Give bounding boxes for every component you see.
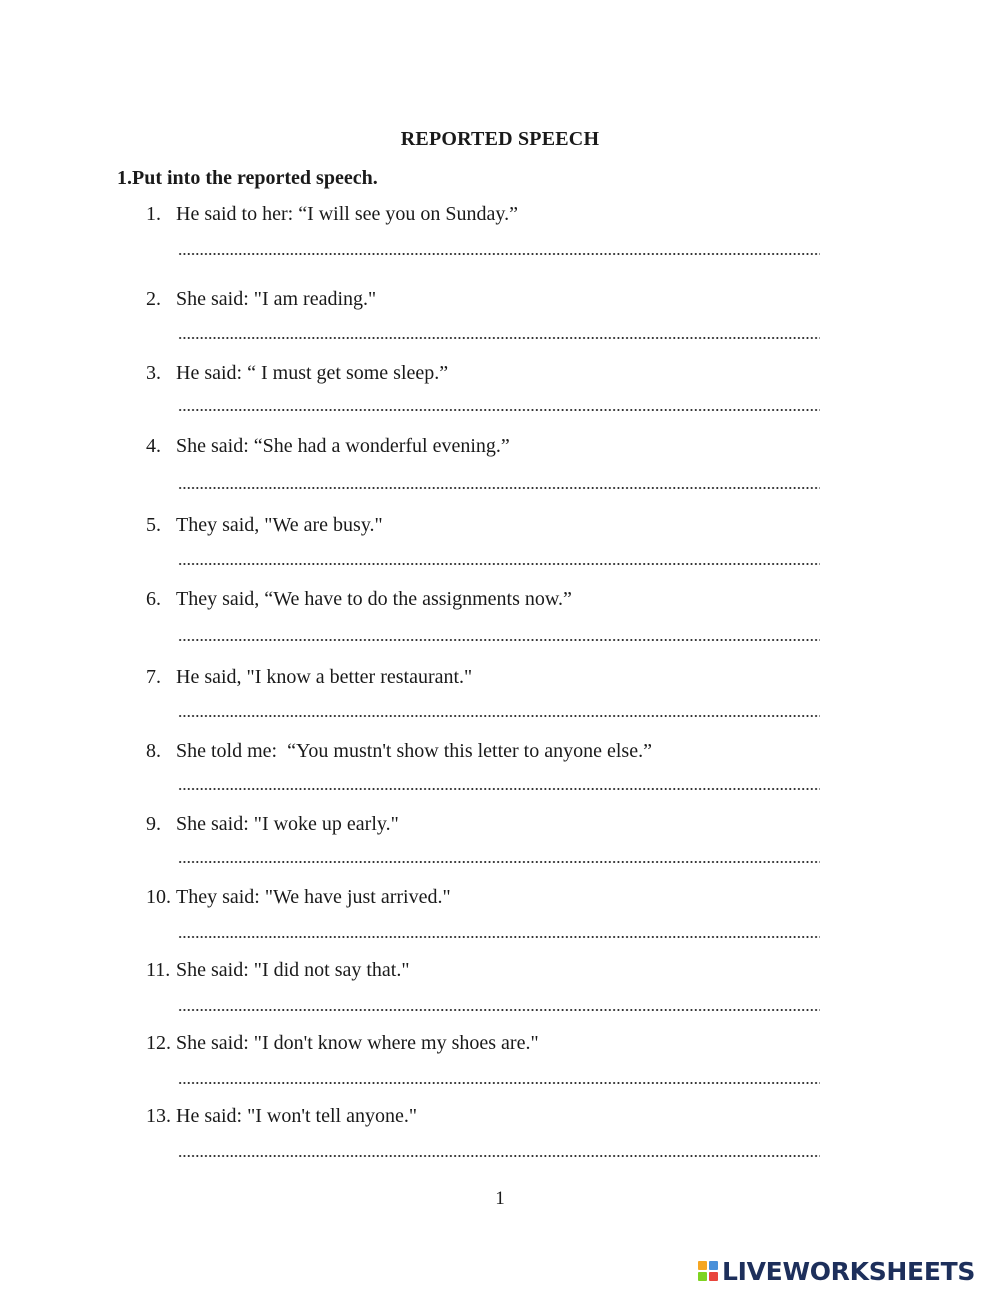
exercise-item <box>0 740 1000 810</box>
logo-blocks-icon <box>698 1261 718 1281</box>
exercise-item <box>0 435 1000 505</box>
item-sentence: He said: "I won't tell anyone." <box>176 1105 417 1127</box>
exercise-item <box>0 1032 1000 1102</box>
item-number: 7. <box>146 666 161 688</box>
answer-line[interactable] <box>178 1006 820 1014</box>
item-sentence: She said: "I am reading." <box>176 288 377 310</box>
exercise-item <box>0 666 1000 736</box>
item-number: 11. <box>146 959 171 981</box>
answer-line[interactable] <box>178 250 820 258</box>
answer-line[interactable] <box>178 1152 820 1160</box>
item-number: 2. <box>146 288 161 310</box>
exercise-item <box>0 288 1000 358</box>
logo-block <box>709 1272 718 1281</box>
item-sentence: They said, "We are busy." <box>176 514 383 536</box>
item-sentence: They said: "We have just arrived." <box>176 886 451 908</box>
item-number: 9. <box>146 813 161 835</box>
answer-line[interactable] <box>178 933 820 941</box>
answer-line[interactable] <box>178 712 820 720</box>
answer-line[interactable] <box>178 560 820 568</box>
exercise-item <box>0 362 1000 432</box>
answer-line[interactable] <box>178 636 820 644</box>
item-sentence: She said: “She had a wonderful evening.” <box>176 435 510 457</box>
answer-line[interactable] <box>178 1079 820 1087</box>
exercise-item <box>0 886 1000 956</box>
item-number: 13. <box>146 1105 171 1127</box>
exercise-item <box>0 588 1000 658</box>
brand-name: LIVEWORKSHEETS <box>722 1256 976 1286</box>
answer-line[interactable] <box>178 334 820 342</box>
page-title: REPORTED SPEECH <box>400 128 600 150</box>
logo-block <box>698 1261 707 1270</box>
item-sentence: She said: "I did not say that." <box>176 959 410 981</box>
item-number: 6. <box>146 588 161 610</box>
item-sentence: They said, “We have to do the assignments now.” <box>176 588 572 610</box>
item-sentence: She told me: “You mustn't show this letter to anyone else.” <box>176 740 652 762</box>
logo-block <box>709 1261 718 1270</box>
exercise-item <box>0 203 1000 273</box>
item-number: 10. <box>146 886 171 908</box>
item-number: 8. <box>146 740 161 762</box>
exercise-item <box>0 1105 1000 1175</box>
section-heading: 1.Put into the reported speech. <box>117 167 378 189</box>
item-number: 12. <box>146 1032 171 1054</box>
page-number: 1 <box>495 1188 505 1209</box>
item-sentence: He said, "I know a better restaurant." <box>176 666 473 688</box>
item-number: 5. <box>146 514 161 536</box>
exercise-item <box>0 813 1000 883</box>
exercise-item <box>0 959 1000 1029</box>
exercise-item <box>0 514 1000 584</box>
item-number: 1. <box>146 203 161 225</box>
item-number: 4. <box>146 435 161 457</box>
item-sentence: He said to her: “I will see you on Sunday.” <box>176 203 518 225</box>
answer-line[interactable] <box>178 785 820 793</box>
item-sentence: He said: “ I must get some sleep.” <box>176 362 449 384</box>
logo-block <box>698 1272 707 1281</box>
answer-line[interactable] <box>178 406 820 414</box>
item-sentence: She said: "I woke up early." <box>176 813 399 835</box>
item-number: 3. <box>146 362 161 384</box>
answer-line[interactable] <box>178 858 820 866</box>
item-sentence: She said: "I don't know where my shoes are." <box>176 1032 539 1054</box>
liveworksheets-logo <box>698 1256 975 1286</box>
answer-line[interactable] <box>178 484 820 492</box>
